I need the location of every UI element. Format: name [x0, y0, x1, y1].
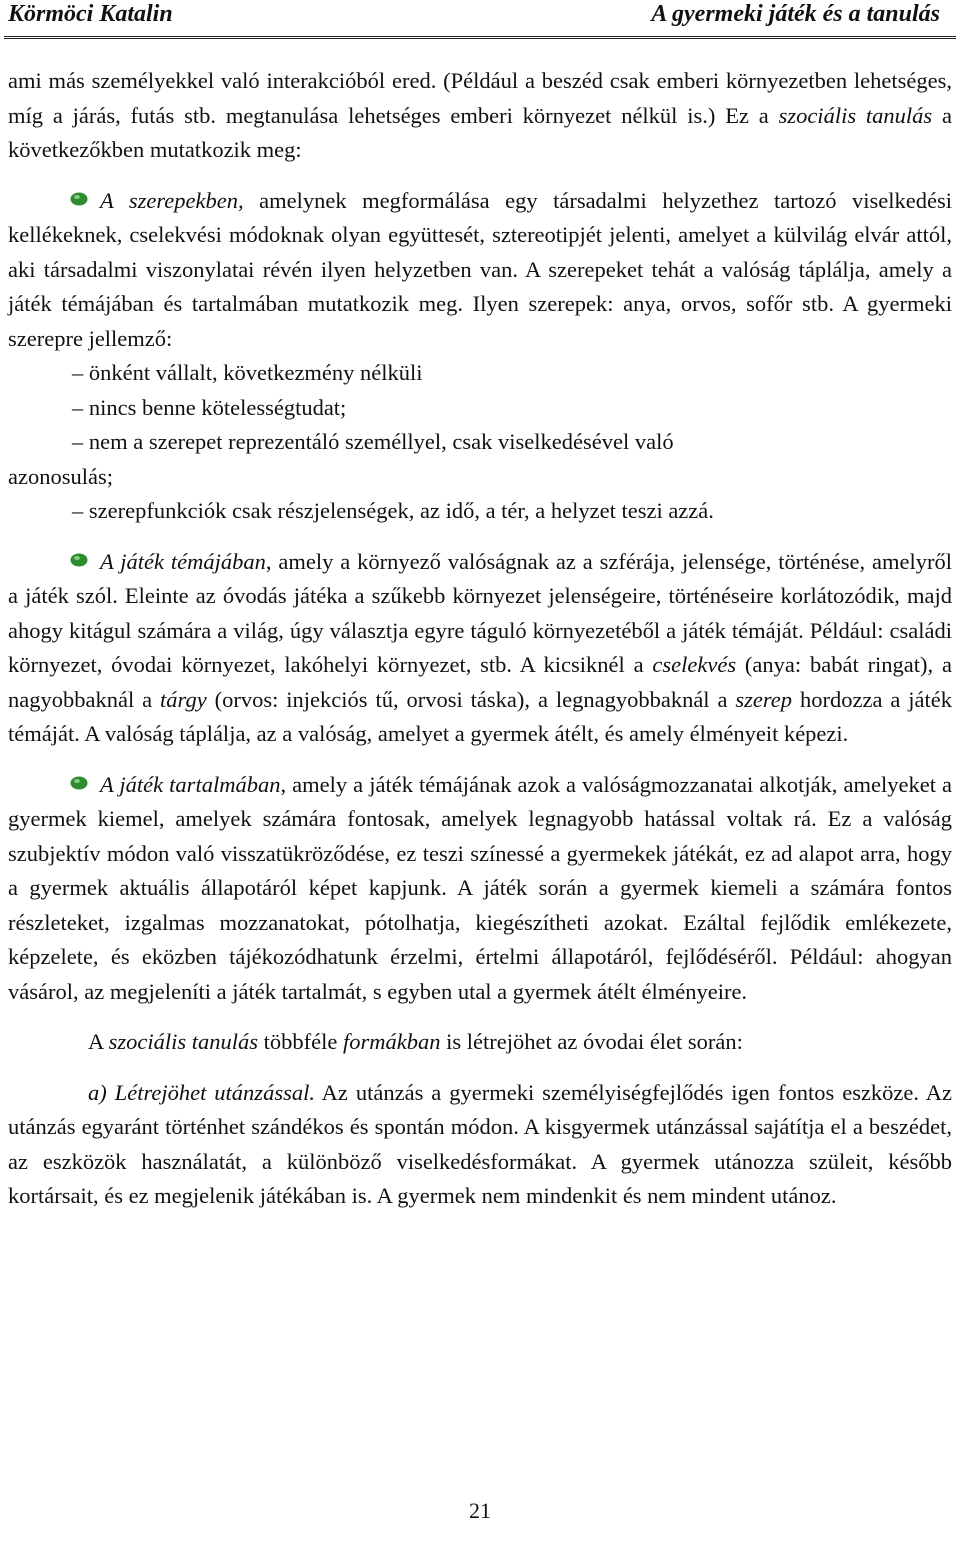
emphasis: a) Létrejöhet utánzással. — [88, 1079, 315, 1105]
bullet-paragraph-roles — [8, 184, 952, 357]
text: a következőkben mutatkozik meg: — [8, 102, 952, 162]
dash-item: – nincs benne kötelességtudat; — [72, 394, 347, 420]
green-circle-bullet-icon — [70, 192, 88, 206]
page-number: 21 — [469, 1498, 491, 1523]
text: hordozza a játék témáját. A valóság táplálja, az a valóság, amelyet a gyermek átélt, és amely élményeit képezi. — [8, 686, 952, 746]
text: (anya: babát ringat), a nagyobbaknál a — [8, 652, 952, 712]
text: , amely a játék témájának azok a valóságmozzanatai alkotják, amelyeket a gyermek kiemel, amelyek számára fontosak, amelyek legnagyobb hatással voltak rá. Ez a valóság szubjektív módon való visszatükröződése, ez teszi színessé a gyermekek játékát, ez ad alapot arra, hogy a gyermek aktuális állapotáról képet kapjunk. A játék során a gyermek kiemeli a számára fontos részleteket, izgalmas mozzanatokat, pótolhatja, kiegészítheti azokat. Ezáltal fejlődik emlékezete, képzelete, és eközben tájékozódhatunk érzelmi, értelmi állapotáról, fejlődéséről. Például: ahogyan vásárol, az megjeleníti a játék tartalmát, s egyben utal a gyermek átélt élményeire. — [8, 771, 952, 1004]
dash-item: – önként vállalt, következmény nélküli — [72, 360, 423, 385]
dash-item: – nem a szerepet reprezentáló személlyel, csak viselkedésével való — [72, 429, 674, 454]
emphasis: A szerepekben, — [100, 187, 244, 213]
emphasis: tárgy — [160, 686, 207, 712]
text: Az utánzás a gyermeki személyiségfejlődés igen fontos eszköze. Az utánzás egyaránt történhet szándékos és spontán módon. A kisgyermek utánzással sajátítja el a beszédet, az eszközök használatát, a különböző viselkedésformákat. A gyermek utánozza szüleit, később kortársait, és ez megjelenik játékában is. A gyermek nem mindenkit és nem mindent utánoz. — [8, 1079, 952, 1208]
dash-item: – szerepfunkciók csak részjelenségek, az idő, a tér, a helyzet teszi azzá. — [72, 498, 714, 523]
text: (orvos: injekciós tű, orvosi táska), a legnagyobbaknál a — [206, 686, 736, 712]
text: ami más személyekkel való interakcióból ered. (Például a beszéd csak emberi környezetben lehetséges, míg a járás, futás stb. megtanulása lehetséges emberi környezet nélkül is.) Ez a — [8, 68, 952, 128]
paragraph-imitation — [8, 1076, 952, 1214]
emphasis: szociális tanulás — [108, 1029, 259, 1054]
page-header — [8, 0, 952, 34]
paragraph-intro — [8, 64, 952, 168]
emphasis: cselekvés — [652, 652, 737, 677]
emphasis: A játék tartalmában — [100, 771, 281, 797]
bullet-paragraph-content — [8, 768, 952, 1010]
page-body — [8, 64, 952, 1214]
emphasis: szociális tanulás — [778, 102, 933, 128]
bullet-paragraph-theme — [8, 545, 952, 752]
emphasis: szerep — [735, 686, 793, 712]
text: többféle — [258, 1029, 344, 1054]
emphasis: A játék témájában — [100, 548, 266, 574]
green-circle-bullet-icon — [70, 776, 88, 790]
header-rule — [4, 36, 956, 41]
text: is létrejöhet az óvodai élet során: — [440, 1029, 743, 1054]
green-circle-bullet-icon — [70, 553, 88, 567]
text: amelynek megformálása egy társadalmi helyzethez tartozó viselkedési kellékeknek, cselekvési módoknak olyan együttesét, sztereotipjét jelenti, amelyet a külvilág elvár attól, aki társadalmi viszonylatai révén ilyen helyzetben van. A szerepeket tehát a valóság táplálja, amely a játék témájában és tartalmában mutatkozik meg. Ilyen szerepek: anya, orvos, sofőr stb. A gyermeki szerepre jellemző: — [8, 187, 952, 351]
text: , amely a környező valóságnak az a szférája, jelensége, történése, amelyről a játék szól. Eleinte az óvodás játéka a szűkebb környezet jelenségeire, történéseire korlátozódik, majd ahogy kitágul számára a világ, úgy választja egyre táguló környezetéből a játék témáját. Például: családi környezet, óvodai környezet, lakóhelyi környezet, stb. A kicsiknél a — [8, 548, 952, 677]
emphasis: formákban — [343, 1029, 441, 1054]
text: A — [88, 1029, 109, 1054]
header-title: A gyermeki játék és a tanulás — [651, 1, 940, 27]
dash-item-continuation: azonosulás; — [8, 463, 113, 489]
header-author: Körmöci Katalin — [8, 1, 173, 27]
paragraph-social-learning — [8, 1025, 952, 1060]
